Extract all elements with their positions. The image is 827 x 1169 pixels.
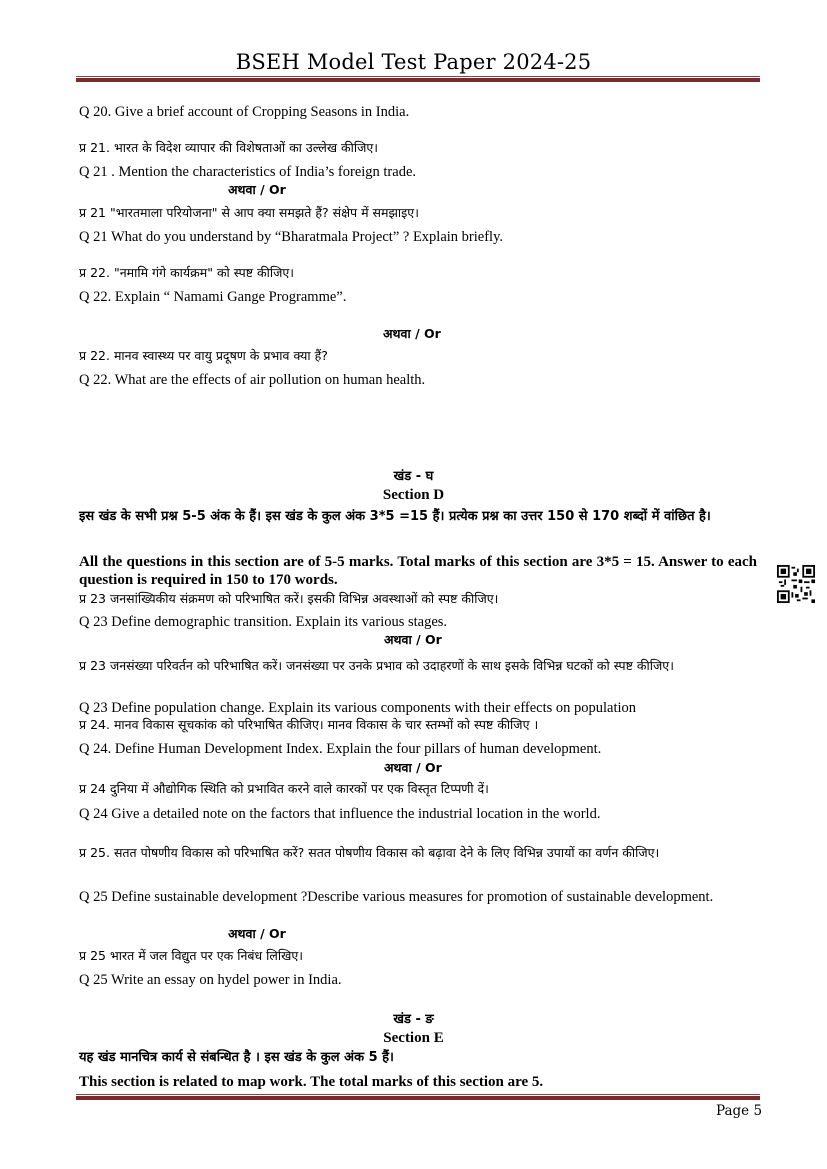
section-e-hindi-heading: खंड - ङ [393, 1012, 434, 1027]
qr-code-icon [777, 565, 815, 603]
or-label: अथवा / Or [383, 326, 441, 341]
q22-hi: प्र 22. "नमामि गंगे कार्यक्रम" को स्पष्ट कीजिए। [79, 265, 295, 280]
q24-alt-hi: प्र 24 दुनिया में औद्योगिक स्थिति को प्रभावित करने वाले कारकों पर एक विस्तृत टिप्पणी दें। [79, 781, 489, 796]
q21-alt-en: Q 21 What do you understand by “Bharatmala Project” ? Explain briefly. [79, 229, 503, 245]
q21-alt-hi: प्र 21 "भारतमाला परियोजना" से आप क्या समझते हैं? संक्षेप में समझाइए। [79, 205, 419, 220]
q23-alt-hi: प्र 23 जनसंख्या परिवर्तन को परिभाषित करें। जनसंख्या पर उनके प्रभाव को उदाहरणों के साथ इसके विभिन्न घटकों को स्पष्ट कीजिए। [79, 658, 674, 673]
q21-en: Q 21 . Mention the characteristics of India’s foreign trade. [79, 164, 417, 180]
section-d-hindi-heading: खंड - घ [393, 469, 434, 484]
q21-hi: प्र 21. भारत के विदेश व्यापार की विशेषताओं का उल्लेख कीजिए। [79, 140, 379, 155]
section-e-heading: Section E [383, 1030, 444, 1046]
page-number: Page 5 [716, 1103, 763, 1119]
or-label: अथवा / Or [228, 926, 286, 941]
page-header-title: BSEH Model Test Paper 2024-25 [235, 50, 592, 74]
q25-en: Q 25 Define sustainable development ?Describe various measures for promotion of sustainable development. [79, 889, 714, 905]
q23-en: Q 23 Define demographic transition. Explain its various stages. [79, 614, 448, 630]
or-label: अथवा / Or [384, 632, 442, 647]
q22-en: Q 22. Explain “ Namami Gange Programme”. [79, 289, 347, 305]
section-d-instruction-hi: इस खंड के सभी प्रश्न 5-5 अंक के हैं। इस खंड के कुल अंक 3*5 =15 हैं। प्रत्येक प्रश्न का उत्तर 150 से 170 शब्दों में वांछित है। [79, 509, 711, 524]
section-e-instruction-en: This section is related to map work. The total marks of this section are 5. [79, 1074, 544, 1090]
q22-alt-en: Q 22. What are the effects of air pollution on human health. [79, 372, 426, 388]
q24-en: Q 24. Define Human Development Index. Explain the four pillars of human development. [79, 741, 602, 757]
section-e-instruction-hi: यह खंड मानचित्र कार्य से संबन्धित है । इस खंड के कुल अंक 5 हैं। [79, 1050, 394, 1065]
q25-alt-en: Q 25 Write an essay on hydel power in India. [79, 972, 342, 988]
section-d-instruction-en: All the questions in this section are of 5-5 marks. Total marks of this section are 3*5 = 15. Answer to each question is required in 150 to 170 words. [79, 554, 757, 588]
q25-hi: प्र 25. सतत पोषणीय विकास को परिभाषित करें? सतत पोषणीय विकास को बढ़ावा देने के लिए विभिन्न उपायों का वर्णन कीजिए। [79, 845, 660, 860]
footer-rule [76, 1094, 760, 1100]
or-label: अथवा / Or [384, 760, 442, 775]
header-rule [76, 76, 760, 82]
q23-alt-en: Q 23 Define population change. Explain its various components with their effects on population [79, 700, 637, 716]
section-d-heading: Section D [382, 487, 445, 503]
q24-alt-en: Q 24 Give a detailed note on the factors that influence the industrial location in the world. [79, 806, 601, 822]
q20-en: Q 20. Give a brief account of Cropping Seasons in India. [79, 104, 410, 120]
q24-hi: प्र 24. मानव विकास सूचकांक को परिभाषित कीजिए। मानव विकास के चार स्तम्भों को स्पष्ट कीजिए । [79, 717, 539, 732]
q25-alt-hi: प्र 25 भारत में जल विद्युत पर एक निबंध लिखिए। [79, 948, 304, 963]
or-label: अथवा / Or [228, 182, 286, 197]
q23-hi: प्र 23 जनसांख्यिकीय संक्रमण को परिभाषित करें। इसकी विभिन्न अवस्थाओं को स्पष्ट कीजिए। [79, 591, 499, 606]
q22-alt-hi: प्र 22. मानव स्वास्थ्य पर वायु प्रदूषण के प्रभाव क्या हैं? [79, 348, 328, 363]
